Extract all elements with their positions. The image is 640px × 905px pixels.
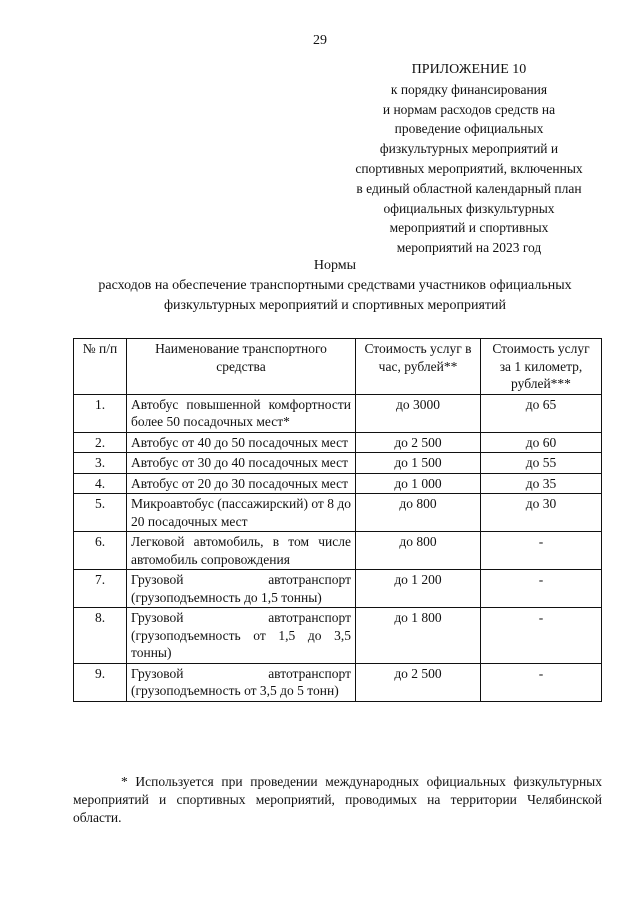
row-hour-cost: до 800 — [356, 494, 481, 532]
row-km-cost: - — [481, 532, 602, 570]
norms-table — [73, 338, 602, 702]
footnote: * Используется при проведении международных официальных физкультурных мероприятий и спортивных мероприятий, проводимых на территории Челябинской области. — [73, 774, 602, 825]
row-km-cost: - — [481, 608, 602, 664]
row-km-cost: - — [481, 570, 602, 608]
appendix-line: мероприятий на 2023 год — [396, 240, 542, 256]
row-num: 5. — [74, 494, 127, 532]
document-heading — [60, 256, 610, 316]
row-name: Автобус от 20 до 30 посадочных мест — [127, 473, 356, 494]
header-num: № п/п — [74, 339, 127, 395]
row-hour-cost: до 2 500 — [356, 663, 481, 701]
row-num: 2. — [74, 432, 127, 453]
row-hour-cost: до 3000 — [356, 394, 481, 432]
row-hour-cost: до 2 500 — [356, 432, 481, 453]
row-hour-cost: до 1 500 — [356, 453, 481, 474]
row-hour-cost: до 1 200 — [356, 570, 481, 608]
table-row — [74, 453, 602, 474]
header-km-cost: Стоимость услуг за 1 километр, рублей*** — [481, 339, 602, 395]
row-hour-cost: до 1 000 — [356, 473, 481, 494]
table-row — [74, 663, 602, 701]
row-name: Автобус от 30 до 40 посадочных мест — [127, 453, 356, 474]
header-name: Наименование транспортного средства — [127, 339, 356, 395]
row-km-cost: до 60 — [481, 432, 602, 453]
table-row — [74, 608, 602, 664]
table-row — [74, 570, 602, 608]
row-km-cost: - — [481, 663, 602, 701]
row-km-cost: до 35 — [481, 473, 602, 494]
appendix-line: спортивных мероприятий, включенных — [355, 160, 583, 176]
row-num: 8. — [74, 608, 127, 664]
heading-subtitle-line: расходов на обеспечение транспортными средствами участников официальных — [98, 278, 572, 293]
row-num: 9. — [74, 663, 127, 701]
row-name: Грузовой автотранспорт (грузоподъемность от 1,5 до 3,5 тонны) — [127, 608, 356, 664]
table-row — [74, 532, 602, 570]
appendix-line: в единый областной календарный план — [356, 180, 582, 196]
appendix-block — [328, 60, 610, 258]
row-km-cost: до 30 — [481, 494, 602, 532]
heading-title: Нормы — [313, 258, 357, 273]
appendix-line: и нормам расходов средств на — [382, 101, 556, 117]
row-num: 7. — [74, 570, 127, 608]
table-row — [74, 473, 602, 494]
header-hour-cost: Стоимость услуг в час, рублей** — [356, 339, 481, 395]
row-num: 1. — [74, 394, 127, 432]
table-row — [74, 494, 602, 532]
row-hour-cost: до 800 — [356, 532, 481, 570]
row-num: 6. — [74, 532, 127, 570]
table-row — [74, 432, 602, 453]
row-km-cost: до 55 — [481, 453, 602, 474]
row-num: 3. — [74, 453, 127, 474]
row-name: Легковой автомобиль, в том числе автомобиль сопровождения — [127, 532, 356, 570]
appendix-line: официальных физкультурных — [383, 200, 555, 216]
appendix-title: ПРИЛОЖЕНИЕ 10 — [411, 62, 527, 77]
row-name: Автобус от 40 до 50 посадочных мест — [127, 432, 356, 453]
row-km-cost: до 65 — [481, 394, 602, 432]
table-row — [74, 394, 602, 432]
page-number: 29 — [313, 33, 327, 48]
row-name: Автобус повышенной комфортности более 50 посадочных мест* — [127, 394, 356, 432]
row-name: Грузовой автотранспорт (грузоподъемность до 1,5 тонны) — [127, 570, 356, 608]
row-name: Грузовой автотранспорт (грузоподъемность от 3,5 до 5 тонн) — [127, 663, 356, 701]
appendix-line: мероприятий и спортивных — [389, 220, 549, 236]
appendix-line: проведение официальных — [394, 121, 544, 137]
row-num: 4. — [74, 473, 127, 494]
table-header-row — [74, 339, 602, 395]
row-name: Микроавтобус (пассажирский) от 8 до 20 посадочных мест — [127, 494, 356, 532]
row-hour-cost: до 1 800 — [356, 608, 481, 664]
appendix-line: физкультурных мероприятий и — [379, 141, 559, 157]
heading-subtitle-line: физкультурных мероприятий и спортивных мероприятий — [163, 298, 507, 313]
appendix-line: к порядку финансирования — [390, 81, 548, 97]
